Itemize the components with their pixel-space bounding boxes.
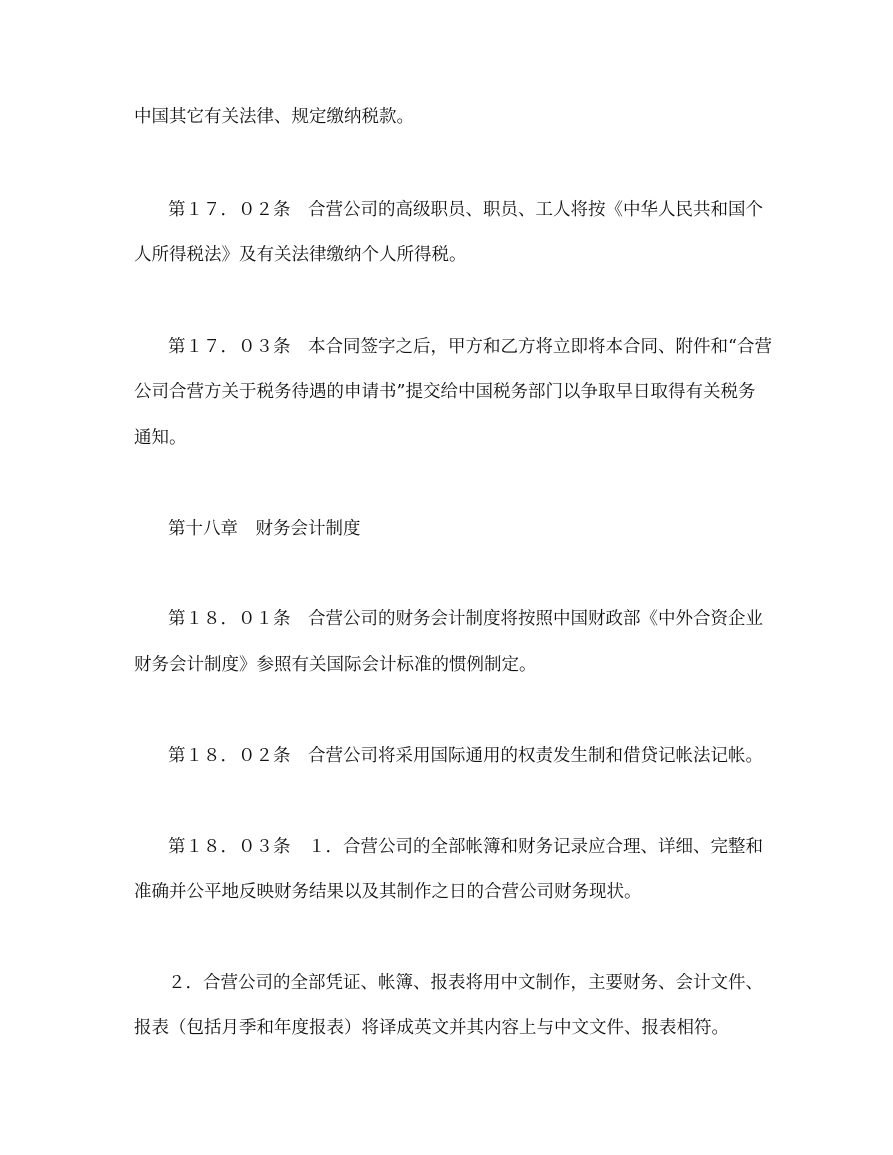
article-17-02-line-1: 第１７．０２条 合营公司的高级职员、职员、工人将按《中华人民共和国个 <box>168 200 763 220</box>
article-17-02-line-2: 人所得税法》及有关法律缴纳个人所得税。 <box>134 245 467 265</box>
article-18-03-line-1: 第１８．０３条 １．合营公司的全部帐簿和财务记录应合理、详细、完整和 <box>168 837 763 857</box>
article-18-02-line-1: 第１８．０２条 合营公司将采用国际通用的权责发生制和借贷记帐法记帐。 <box>168 746 763 766</box>
chapter-18-title: 第十八章 财务会计制度 <box>168 519 361 539</box>
paragraph-line: 中国其它有关法律、规定缴纳税款。 <box>134 107 414 127</box>
article-17-03-line-2: 公司合营方关于税务待遇的申请书”提交给中国税务部门以争取早日取得有关税务 <box>134 382 756 402</box>
article-17-03-line-3: 通知。 <box>134 428 187 448</box>
article-18-03-line-2: 准确并公平地反映财务结果以及其制作之日的合营公司财务现状。 <box>134 882 642 902</box>
article-17-03-line-1: 第１７．０３条 本合同签字之后，甲方和乙方将立即将本合同、附件和“合营 <box>168 337 772 357</box>
article-18-01-line-1: 第１８．０１条 合营公司的财务会计制度将按照中国财政部《中外合资企业 <box>168 609 763 629</box>
article-18-03-item-2-line-2: 报表（包括月季和年度报表）将译成英文并其内容上与中文文件、报表相符。 <box>134 1018 729 1038</box>
article-18-03-item-2-line-1: ２．合营公司的全部凭证、帐簿、报表将用中文制作，主要财务、会计文件、 <box>168 973 763 993</box>
article-18-01-line-2: 财务会计制度》参照有关国际会计标准的惯例制定。 <box>134 655 537 675</box>
